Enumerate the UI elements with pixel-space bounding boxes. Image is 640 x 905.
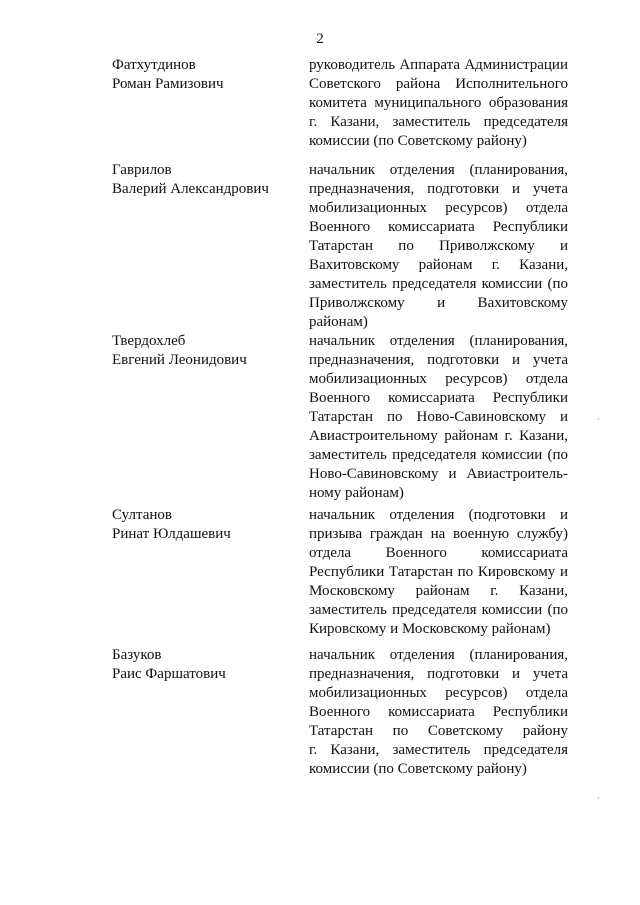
position-line: Авиастроительному районам г. Казани,: [309, 428, 568, 444]
position-line: Военного комиссариата Республики: [309, 219, 568, 235]
member-name: [112, 646, 297, 684]
position-line: начальник отделения (планирования,: [309, 162, 568, 178]
position-line: Ново-Савиновскому и Авиастроитель-: [309, 466, 568, 482]
member-given-names: Раис Фаршатович: [112, 666, 226, 682]
position-line: комитета муниципального образования: [309, 95, 568, 111]
member-name: [112, 506, 297, 544]
member-given-names: Роман Рамизович: [112, 76, 224, 92]
position-line: мобилизационных ресурсов) отдела: [309, 371, 568, 387]
member-position: [309, 332, 568, 503]
position-line: предназначения, подготовки и учета: [309, 181, 568, 197]
position-line: мобилизационных ресурсов) отдела: [309, 200, 568, 216]
position-line: ному районам): [309, 485, 404, 501]
scan-speck: [598, 418, 599, 420]
position-line: районам): [309, 314, 368, 330]
position-line: комиссии (по Советскому району): [309, 133, 527, 149]
page-number: 2: [316, 31, 324, 47]
member-surname: Гаврилов: [112, 162, 172, 178]
position-line: Татарстан по Ново-Савиновскому и: [309, 409, 568, 425]
member-surname: Твердохлеб: [112, 333, 186, 349]
member-position: [309, 56, 568, 151]
member-given-names: Ринат Юлдашевич: [112, 526, 231, 542]
position-line: предназначения, подготовки и учета: [309, 352, 568, 368]
member-given-names: Валерий Александрович: [112, 181, 269, 197]
position-line: предназначения, подготовки и учета: [309, 666, 568, 682]
member-name: [112, 161, 297, 199]
position-line: заместитель председателя комиссии (по: [309, 276, 568, 292]
member-name: [112, 56, 297, 94]
position-line: отдела Военного комиссариата: [309, 545, 568, 561]
position-line: Республики Татарстан по Кировскому и: [309, 564, 568, 580]
position-line: начальник отделения (планирования,: [309, 647, 568, 663]
position-line: Татарстан по Советскому району: [309, 723, 568, 739]
member-surname: Базуков: [112, 647, 162, 663]
position-line: Военного комиссариата Республики: [309, 390, 568, 406]
position-line: начальник отделения (планирования,: [309, 333, 568, 349]
position-line: призыва граждан на военную службу): [309, 526, 568, 542]
member-position: [309, 506, 568, 639]
position-line: Московскому районам г. Казани,: [309, 583, 568, 599]
position-line: г. Казани, заместитель председателя: [309, 742, 568, 758]
member-position: [309, 646, 568, 779]
position-line: мобилизационных ресурсов) отдела: [309, 685, 568, 701]
member-surname: Султанов: [112, 507, 172, 523]
member-name: [112, 332, 297, 370]
position-line: Татарстан по Приволжскому и: [309, 238, 568, 254]
position-line: Военного комиссариата Республики: [309, 704, 568, 720]
scan-speck: [598, 797, 599, 799]
position-line: начальник отделения (подготовки и: [309, 507, 568, 523]
member-given-names: Евгений Леонидович: [112, 352, 247, 368]
position-line: заместитель председателя комиссии (по: [309, 447, 568, 463]
position-line: г. Казани, заместитель председателя: [309, 114, 568, 130]
member-surname: Фатхутдинов: [112, 57, 196, 73]
position-line: Кировскому и Московскому районам): [309, 621, 551, 637]
position-line: Вахитовскому районам г. Казани,: [309, 257, 568, 273]
position-line: комиссии (по Советскому району): [309, 761, 527, 777]
position-line: Советского района Исполнительного: [309, 76, 568, 92]
member-position: [309, 161, 568, 332]
position-line: заместитель председателя комиссии (по: [309, 602, 568, 618]
position-line: Приволжскому и Вахитовскому: [309, 295, 568, 311]
position-line: руководитель Аппарата Администрации: [309, 57, 568, 73]
